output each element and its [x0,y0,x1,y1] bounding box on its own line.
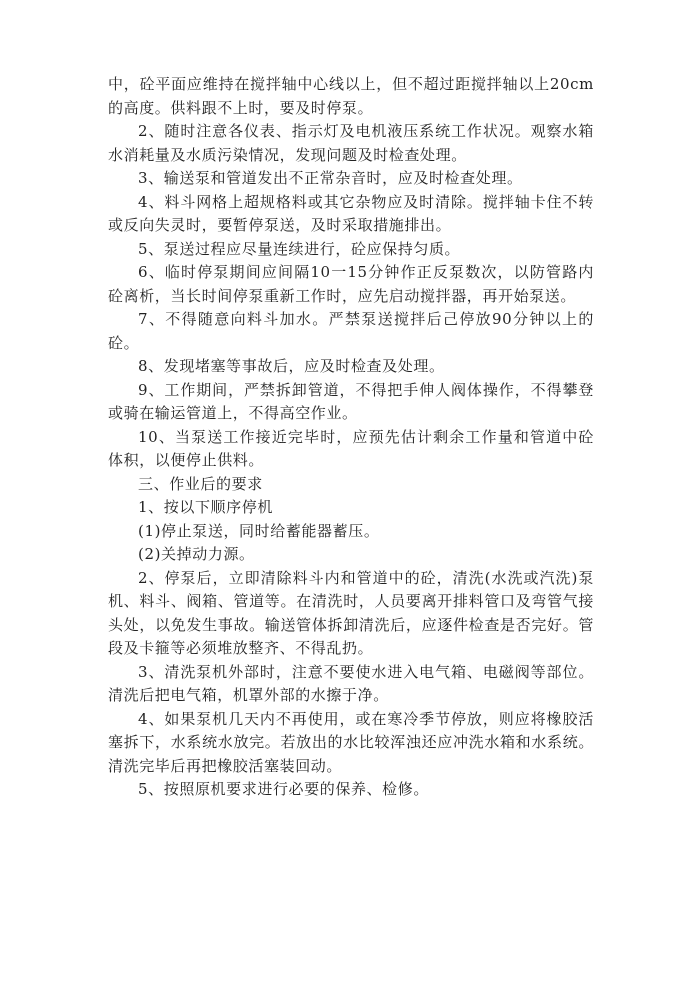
paragraph-item-10: 10、当泵送工作接近完毕时，应预先估计剩余工作量和管道中砼体积，以便停止供料。 [108,427,594,469]
paragraph-step-4: 4、如果泵机几天内不再使用，或在寒冷季节停放，则应将橡胶活塞拆下，水系统水放完。若放出的水比较浑浊还应冲洗水箱和水系统。清洗完毕后再把橡胶活塞装回动。 [108,709,594,775]
paragraph-substep-2: (2)关掉动力源。 [138,545,255,563]
section-heading: 三、作业后的要求 [138,474,263,493]
paragraph-item-8: 8、发现堵塞等事故后，应及时检查及处理。 [138,357,445,375]
paragraph-substep-1: (1)停止泵送，同时给蓄能器蓄压。 [138,521,380,540]
paragraph-item-2: 2、随时注意各仪表、指示灯及电机液压系统工作状况。观察水箱水消耗量及水质污染情况，发现问题及时检查处理。 [108,122,594,164]
paragraph-item-3: 3、输送泵和管道发出不正常杂音时，应及时检查处理。 [138,169,523,187]
document-body [108,73,594,802]
paragraph-item-4: 4、料斗网格上超规格料或其它杂物应及时清除。搅拌轴卡住不转或反向失灵时，要暂停泵送，及时采取措施排出。 [108,192,594,234]
paragraph-continuation: 中，砼平面应维持在搅拌轴中心线以上，但不超过距搅拌轴以上20cm的高度。供料跟不上时，要及时停泵。 [108,75,594,117]
paragraph-step-1: 1、按以下顺序停机 [138,498,273,516]
paragraph-step-3: 3、清洗泵机外部时，注意不要使水进入电气箱、电磁阀等部位。清洗后把电气箱，机罩外部的水擦于净。 [108,662,594,704]
paragraph-step-5: 5、按照原机要求进行必要的保养、检修。 [138,780,429,798]
paragraph-item-6: 6、临时停泵期间应间隔10一15分钟作正反泵数次，以防管路内砼离析，当长时间停泵重新工作时，应先启动搅拌器，再开始泵送。 [108,263,594,305]
paragraph-item-7: 7、不得随意向料斗加水。严禁泵送搅拌后己停放90分钟以上的砼。 [108,310,594,352]
paragraph-item-5: 5、泵送过程应尽量连续进行，砼应保持匀质。 [138,239,461,258]
paragraph-step-2: 2、停泵后，立即清除料斗内和管道中的砼，清洗(水洗或汽洗)泵机、料斗、阀箱、管道等。在清洗时，人员要离开排料管口及弯管气接头处，以免发生事故。输送管体拆卸清洗后，应逐件检查是否完好。管段及卡箍等必须堆放整齐、不得乱扔。 [108,568,594,657]
paragraph-item-9: 9、工作期间，严禁拆卸管道，不得把手伸人阀体操作，不得攀登或骑在输运管道上，不得高空作业。 [108,380,594,422]
